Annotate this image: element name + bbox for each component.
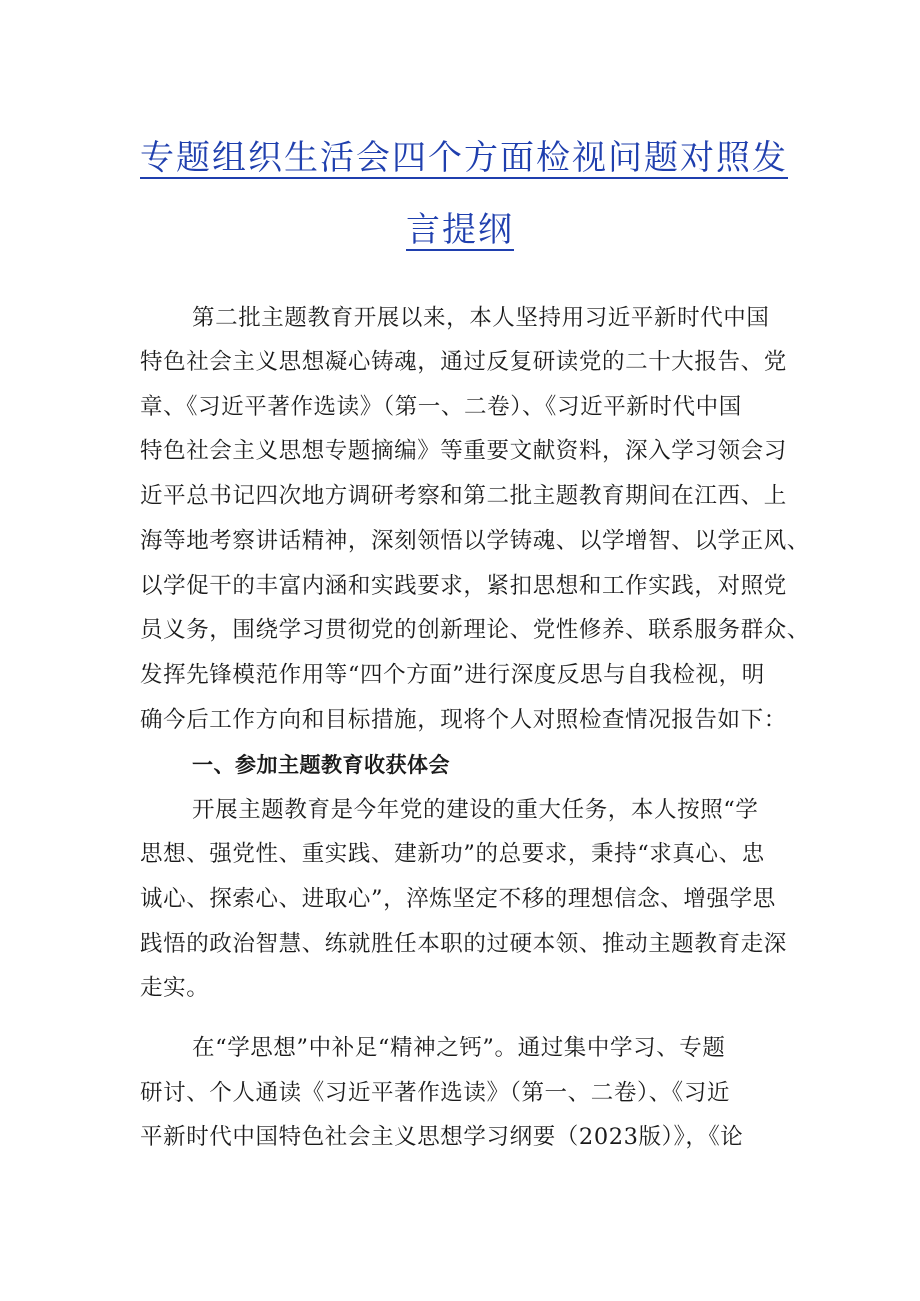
document-title-line-1: 专题组织生活会四个方面检视问题对照发 — [140, 138, 788, 178]
paragraph-1-line: 特色社会主义思想专题摘编》等重要文献资料，深入学习领会习 — [140, 438, 787, 464]
paragraph-1-line: 海等地考察讲话精神，深刻领悟以学铸魂、以学增智、以学正风、 — [140, 528, 810, 554]
paragraph-3-line: 研讨、个人通读《习近平著作选读》（第一、二卷）、《习近 — [140, 1080, 730, 1106]
paragraph-3-line: 平新时代中国特色社会主义思想学习纲要（2023版）》，《论 — [140, 1124, 744, 1150]
document-title-line-2: 言提纲 — [406, 210, 514, 250]
paragraph-1-line: 员义务，围绕学习贯彻党的创新理论、党性修养、联系服务群众、 — [140, 617, 810, 643]
paragraph-2-line: 践悟的政治智慧、练就胜任本职的过硬本领、推动主题教育走深 — [140, 931, 787, 957]
paragraph-2-line: 思想、强党性、重实践、建新功”的总要求，秉持“求真心、忠 — [140, 841, 765, 867]
paragraph-1-line: 第二批主题教育开展以来，本人坚持用习近平新时代中国 — [192, 305, 770, 331]
paragraph-2-line: 诚心、探索心、进取心”，淬炼坚定不移的理想信念、增强学思 — [140, 886, 776, 912]
paragraph-2-line: 开展主题教育是今年党的建设的重大任务，本人按照“学 — [192, 797, 759, 823]
paragraph-1-line: 章、《习近平著作选读》（第一、二卷）、《习近平新时代中国 — [140, 394, 742, 420]
paragraph-1-line: 特色社会主义思想凝心铸魂，通过反复研读党的二十大报告、党 — [140, 349, 787, 375]
section-heading: 一、参加主题教育收获体会 — [192, 753, 450, 777]
paragraph-1-line: 以学促干的丰富内涵和实践要求，紧扣思想和工作实践，对照党 — [140, 573, 787, 599]
paragraph-1-line: 确今后工作方向和目标措施，现将个人对照检查情况报告如下： — [140, 707, 787, 733]
paragraph-1-line: 发挥先锋模范作用等“四个方面”进行深度反思与自我检视，明 — [140, 662, 765, 688]
paragraph-1-line: 近平总书记四次地方调研考察和第二批主题教育期间在江西、上 — [140, 483, 787, 509]
paragraph-2-line: 走实。 — [140, 975, 210, 1001]
paragraph-3-line: 在“学思想”中补足“精神之钙”。通过集中学习、专题 — [192, 1035, 726, 1061]
